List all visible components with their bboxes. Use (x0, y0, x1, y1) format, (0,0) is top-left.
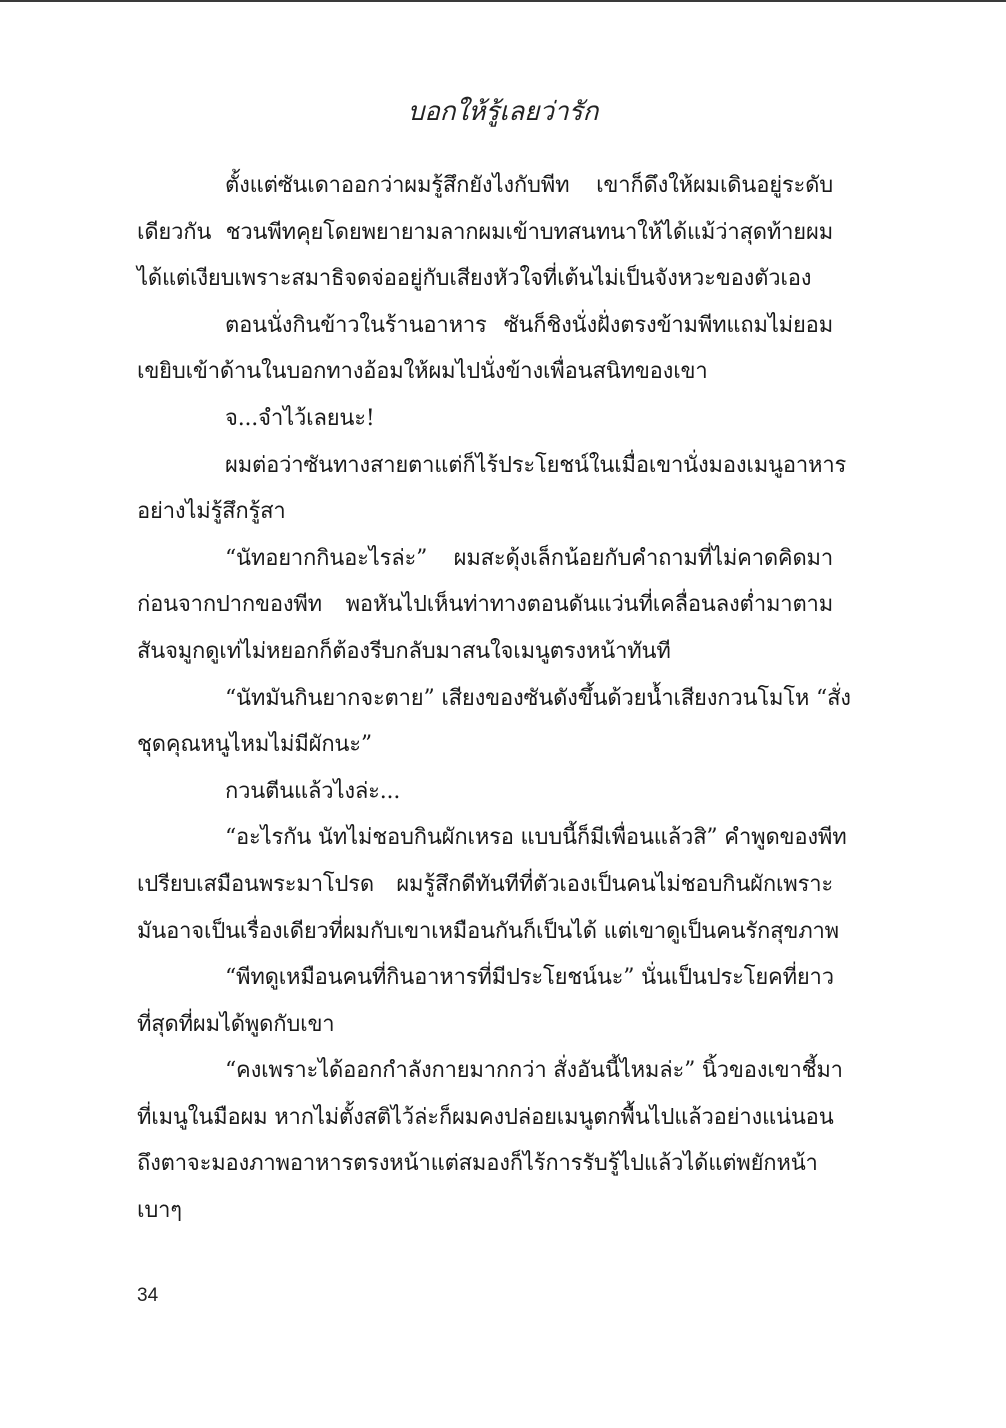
paragraph-line: อย่างไม่รู้สึกรู้สา (137, 499, 286, 525)
page-number: 34 (137, 1285, 159, 1306)
paragraph-line: ผมต่อว่าซันทางสายตาแต่ก็ไร้ประโยชน์ในเมื่อเขานั่งมองเมนูอาหาร (225, 452, 847, 478)
paragraph-line: เปรียบเสมือนพระมาโปรด ผมรู้สึกดีทันทีที่ตัวเองเป็นคนไม่ชอบกินผักเพราะ (137, 871, 833, 897)
paragraph-line: “นัทมันกินยากจะตาย” เสียงของซันดังขึ้นด้วยน้ำเสียงกวนโมโห “สั่ง (225, 685, 851, 711)
paragraph-line: เขยิบเข้าด้านในบอกทางอ้อมให้ผมไปนั่งข้างเพื่อนสนิทของเขา (137, 359, 708, 385)
paragraph-line: ก่อนจากปากของพีท พอหันไปเห็นท่าทางตอนดันแว่นที่เคลื่อนลงต่ำมาตาม (137, 592, 833, 618)
paragraph-line: ถึงตาจะมองภาพอาหารตรงหน้าแต่สมองก็ไร้การรับรู้ไปแล้วได้แต่พยักหน้า (137, 1151, 818, 1177)
top-rule (0, 0, 1006, 2)
paragraph-line: ได้แต่เงียบเพราะสมาธิจดจ่ออยู่กับเสียงหัวใจที่เต้นไม่เป็นจังหวะของตัวเอง (137, 266, 812, 292)
running-header-title: บอกให้รู้เลยว่ารัก (407, 97, 599, 127)
paragraph-line: “พีทดูเหมือนคนที่กินอาหารที่มีประโยชน์นะ” นั่นเป็นประโยคที่ยาว (225, 965, 834, 991)
paragraph-line: เดียวกัน ชวนพีทคุยโดยพยายามลากผมเข้าบทสนทนาให้ได้แม้ว่าสุดท้ายผม (137, 219, 833, 245)
paragraph-line: เบาๆ (137, 1198, 182, 1224)
paragraph-line: “อะไรกัน นัทไม่ชอบกินผักเหรอ แบบนี้ก็มีเพื่อนแล้วสิ” คำพูดของพีท (225, 825, 847, 851)
paragraph-line: ตอนนั่งกินข้าวในร้านอาหาร ซันก็ชิงนั่งฝั่งตรงข้ามพีทแถมไม่ยอม (225, 312, 833, 338)
paragraph-line: กวนตีนแล้วไงล่ะ... (225, 778, 401, 804)
story-body (137, 163, 851, 1235)
paragraph-line: ที่เมนูในมือผม หากไม่ตั้งสติไว้ล่ะก็ผมคงปล่อยเมนูตกพื้นไปแล้วอย่างแน่นอน (137, 1104, 834, 1130)
paragraph-line: ตั้งแต่ซันเดาออกว่าผมรู้สึกยังไงกับพีท เขาก็ดึงให้ผมเดินอยู่ระดับ (225, 173, 833, 198)
paragraph-line: “นัทอยากกินอะไรล่ะ” ผมสะดุ้งเล็กน้อยกับคำถามที่ไม่คาดคิดมา (225, 545, 833, 571)
paragraph-line: “คงเพราะได้ออกกำลังกายมากกว่า สั่งอันนี้ไหมล่ะ” นิ้วของเขาชี้มา (225, 1058, 843, 1084)
paragraph-line: ที่สุดที่ผมได้พูดกับเขา (137, 1011, 335, 1037)
paragraph-line: มันอาจเป็นเรื่องเดียวที่ผมกับเขาเหมือนกันก็เป็นได้ แต่เขาดูเป็นคนรักสุขภาพ (137, 918, 839, 944)
paragraph-line: ชุดคุณหนูไหมไม่มีผักนะ” (137, 732, 372, 758)
paragraph-line: สันจมูกดูเท่ไม่หยอกก็ต้องรีบกลับมาสนใจเมนูตรงหน้าทันที (137, 638, 671, 664)
paragraph-line: จ...จำไว้เลยนะ! (225, 405, 375, 431)
